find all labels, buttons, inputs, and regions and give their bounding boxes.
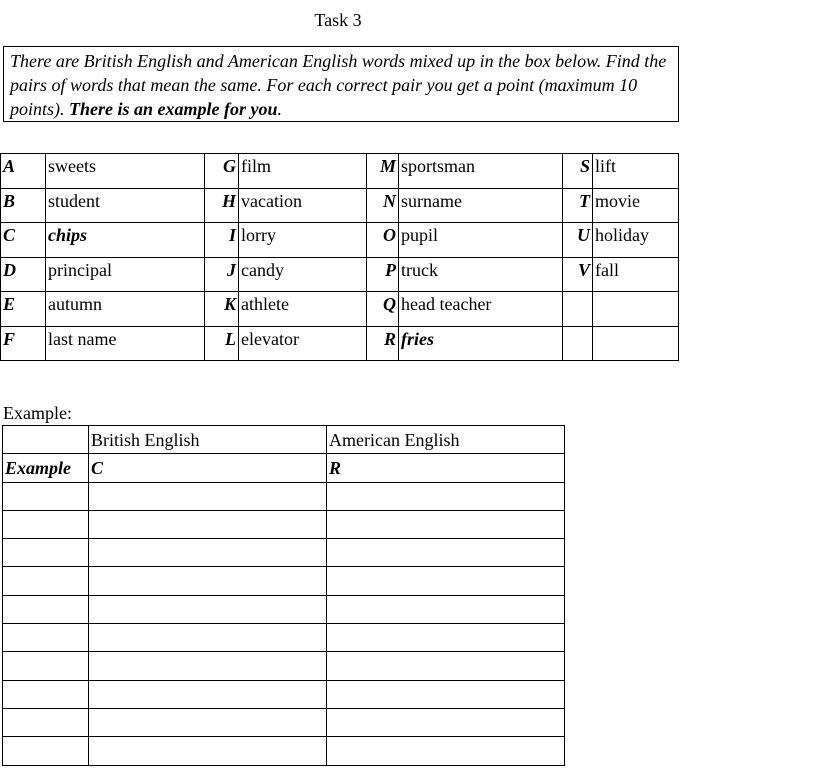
word-letter: B: [1, 188, 46, 223]
answer-row: [3, 652, 565, 680]
answer-american-cell[interactable]: [327, 482, 565, 510]
answer-row: [3, 482, 565, 510]
answer-british-cell[interactable]: [89, 708, 327, 736]
example-label: Example:: [3, 403, 72, 423]
answer-row: [3, 595, 565, 623]
word-row: [1, 326, 679, 361]
answer-british-cell[interactable]: [89, 652, 327, 680]
answer-row: [3, 539, 565, 567]
answer-example-british: C: [89, 454, 327, 482]
word-cell: surname: [399, 188, 563, 223]
answer-header-blank: [3, 426, 89, 454]
answer-american-cell[interactable]: [327, 737, 565, 765]
word-cell: student: [46, 188, 205, 223]
instructions-end: .: [277, 99, 283, 119]
answer-american-cell[interactable]: [327, 510, 565, 538]
word-letter: F: [1, 326, 46, 361]
answer-british-cell[interactable]: [89, 737, 327, 765]
answer-row: [3, 708, 565, 736]
word-row: [1, 257, 679, 292]
word-cell: holiday: [593, 223, 679, 258]
answer-example-row: [3, 454, 565, 482]
answer-header-american: American English: [327, 426, 565, 454]
word-letter: L: [205, 326, 239, 361]
word-letter: T: [563, 188, 593, 223]
word-letter: N: [367, 188, 399, 223]
word-letter: O: [367, 223, 399, 258]
word-cell: [593, 326, 679, 361]
task-title: Task 3: [314, 10, 362, 30]
word-cell: head teacher: [399, 292, 563, 327]
word-letter: S: [563, 154, 593, 189]
word-cell: [593, 292, 679, 327]
word-cell: candy: [239, 257, 367, 292]
word-row: [1, 188, 679, 223]
answer-american-cell[interactable]: [327, 624, 565, 652]
word-letter: [563, 292, 593, 327]
word-cell: film: [239, 154, 367, 189]
word-cell: chips: [46, 223, 205, 258]
word-cell: sweets: [46, 154, 205, 189]
word-letter: V: [563, 257, 593, 292]
word-cell: athlete: [239, 292, 367, 327]
word-cell: lorry: [239, 223, 367, 258]
answer-table: [2, 425, 565, 766]
word-cell: sportsman: [399, 154, 563, 189]
answer-british-cell[interactable]: [89, 680, 327, 708]
word-cell: pupil: [399, 223, 563, 258]
answer-header-british: British English: [89, 426, 327, 454]
word-letter: D: [1, 257, 46, 292]
answer-example-label: Example: [3, 454, 89, 482]
instructions-emphasis: There is an example for you: [69, 99, 278, 119]
answer-number-cell: [3, 737, 89, 765]
word-letter: P: [367, 257, 399, 292]
word-letter: R: [367, 326, 399, 361]
word-table: [0, 153, 679, 361]
answer-american-cell[interactable]: [327, 708, 565, 736]
answer-american-cell[interactable]: [327, 567, 565, 595]
word-letter: C: [1, 223, 46, 258]
answer-number-cell: [3, 595, 89, 623]
word-letter: E: [1, 292, 46, 327]
word-letter: J: [205, 257, 239, 292]
word-letter: A: [1, 154, 46, 189]
word-cell: elevator: [239, 326, 367, 361]
answer-american-cell[interactable]: [327, 652, 565, 680]
word-letter: I: [205, 223, 239, 258]
word-cell: lift: [593, 154, 679, 189]
word-cell: last name: [46, 326, 205, 361]
word-cell: fall: [593, 257, 679, 292]
answer-row: [3, 737, 565, 765]
answer-number-cell: [3, 624, 89, 652]
answer-british-cell[interactable]: [89, 624, 327, 652]
answer-british-cell[interactable]: [89, 567, 327, 595]
word-row: [1, 223, 679, 258]
answer-row: [3, 567, 565, 595]
answer-number-cell: [3, 539, 89, 567]
answer-number-cell: [3, 510, 89, 538]
instructions-text: There are British English and American English words mixed up in the box below. Find the pairs of words that mean the same. For each correct pair you get a point (maximum 10 points).: [10, 51, 667, 119]
answer-example-american: R: [327, 454, 565, 482]
answer-american-cell[interactable]: [327, 680, 565, 708]
word-letter: K: [205, 292, 239, 327]
answer-row: [3, 624, 565, 652]
answer-number-cell: [3, 652, 89, 680]
word-letter: G: [205, 154, 239, 189]
word-letter: H: [205, 188, 239, 223]
word-cell: fries: [399, 326, 563, 361]
answer-header-row: [3, 426, 565, 454]
answer-british-cell[interactable]: [89, 595, 327, 623]
answer-row: [3, 680, 565, 708]
word-cell: autumn: [46, 292, 205, 327]
answer-row: [3, 510, 565, 538]
answer-british-cell[interactable]: [89, 510, 327, 538]
word-letter: M: [367, 154, 399, 189]
word-letter: U: [563, 223, 593, 258]
answer-number-cell: [3, 482, 89, 510]
answer-british-cell[interactable]: [89, 482, 327, 510]
instructions-box: [3, 46, 679, 122]
word-letter: [563, 326, 593, 361]
word-cell: principal: [46, 257, 205, 292]
answer-american-cell[interactable]: [327, 595, 565, 623]
answer-number-cell: [3, 680, 89, 708]
word-cell: movie: [593, 188, 679, 223]
word-letter: Q: [367, 292, 399, 327]
answer-american-cell[interactable]: [327, 539, 565, 567]
answer-number-cell: [3, 567, 89, 595]
answer-number-cell: [3, 708, 89, 736]
word-row: [1, 154, 679, 189]
word-cell: vacation: [239, 188, 367, 223]
word-cell: truck: [399, 257, 563, 292]
word-row: [1, 292, 679, 327]
answer-british-cell[interactable]: [89, 539, 327, 567]
